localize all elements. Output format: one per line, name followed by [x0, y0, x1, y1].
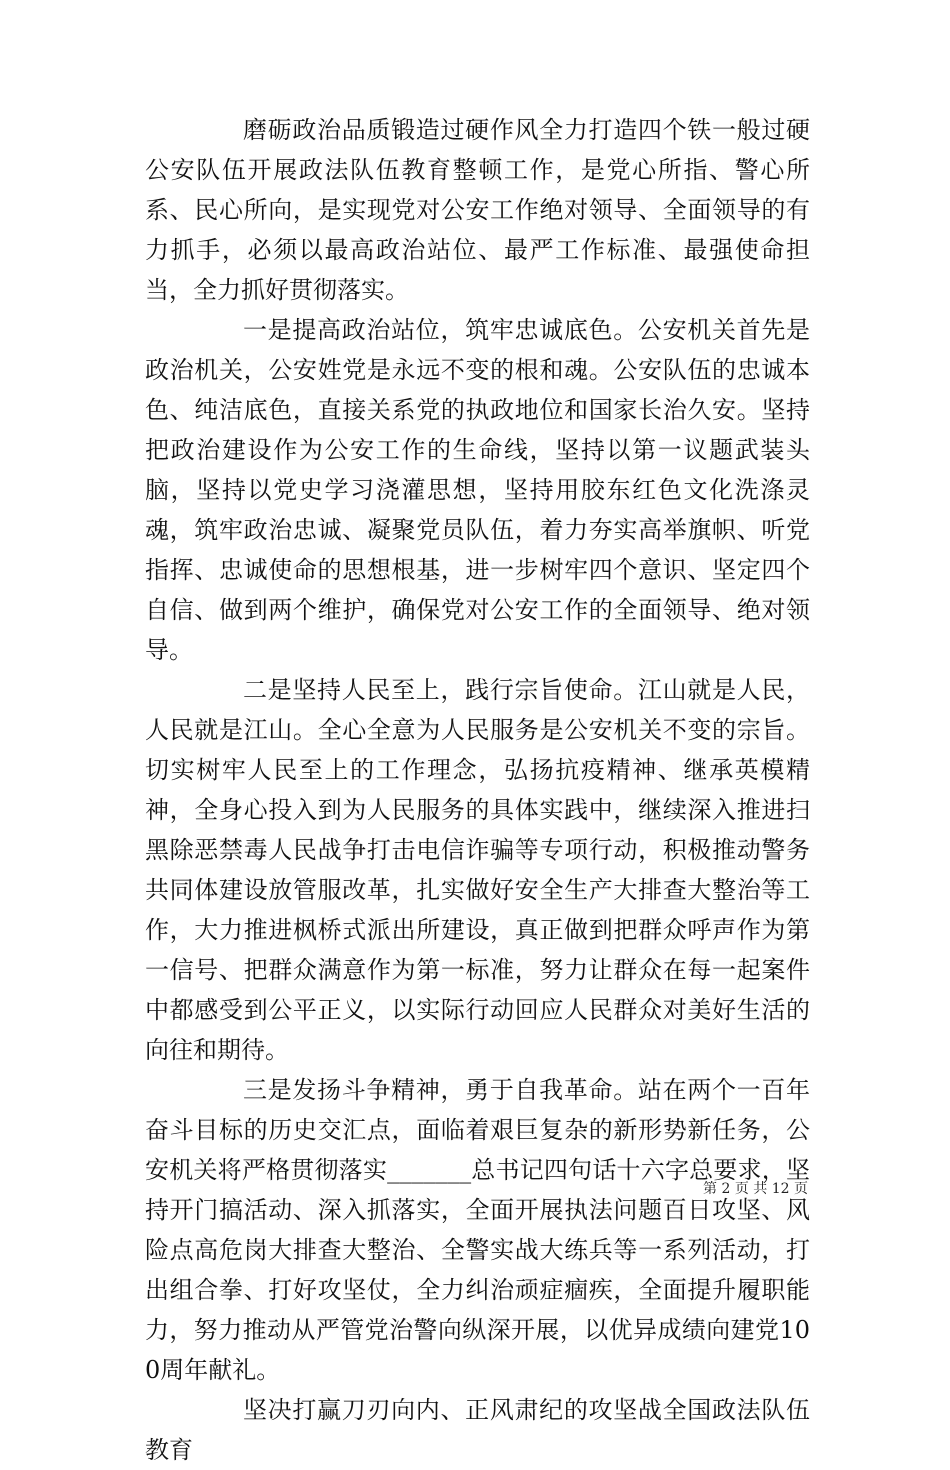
- paragraph-struggle-spirit: 三是发扬斗争精神，勇于自我革命。站在两个一百年奋斗目标的历史交汇点，面临着艰巨复杂的新形势新任务，公安机关将严格贯彻落实_______总书记四句话十六字总要求，坚持开门搞活动、深入抓落实，全面开展执法问题百日攻坚、风险点高危岗大排查大整治、全警实战大练兵等一系列活动，打出组合拳、打好攻坚仗，全力纠治顽症痼疾，全面提升履职能力，努力推动从严管党治警向纵深开展，以优异成绩向建党100周年献礼。: [145, 1076, 810, 1384]
- page-number-footer: 第 2 页 共 12 页: [703, 1181, 808, 1197]
- paragraph-political-stance: 一是提高政治站位，筑牢忠诚底色。公安机关首先是政治机关，公安姓党是永远不变的根和魂。公安队伍的忠诚本色、纯洁底色，直接关系党的执政地位和国家长治久安。坚持把政治建设作为公安工作的生命线，坚持以第一议题武装头脑，坚持以党史学习浇灌思想，坚持用胶东红色文化洗涤灵魂，筑牢政治忠诚、凝聚党员队伍，着力夯实高举旗帜、听党指挥、忠诚使命的思想根基，进一步树牢四个意识、坚定四个自信、做到两个维护，确保党对公安工作的全面领导、绝对领导。: [145, 316, 810, 664]
- paragraph-continued: 坚决打赢刀刃向内、正风肃纪的攻坚战全国政法队伍教育: [145, 1396, 810, 1464]
- paragraph-intro: 磨砺政治品质锻造过硬作风全力打造四个铁一般过硬公安队伍开展政法队伍教育整顿工作，是党心所指、警心所系、民心所向，是实现党对公安工作绝对领导、全面领导的有力抓手，必须以最高政治站位、最严工作标准、最强使命担当，全力抓好贯彻落实。: [145, 116, 810, 304]
- paragraph-people-first: 二是坚持人民至上，践行宗旨使命。江山就是人民，人民就是江山。全心全意为人民服务是公安机关不变的宗旨。切实树牢人民至上的工作理念，弘扬抗疫精神、继承英模精神，全身心投入到为人民服务的具体实践中，继续深入推进扫黑除恶禁毒人民战争打击电信诈骗等专项行动，积极推动警务共同体建设放管服改革，扎实做好安全生产大排查大整治等工作，大力推进枫桥式派出所建设，真正做到把群众呼声作为第一信号、把群众满意作为第一标准，努力让群众在每一起案件中都感受到公平正义，以实际行动回应人民群众对美好生活的向往和期待。: [145, 676, 810, 1064]
- document-body: [145, 110, 810, 1470]
